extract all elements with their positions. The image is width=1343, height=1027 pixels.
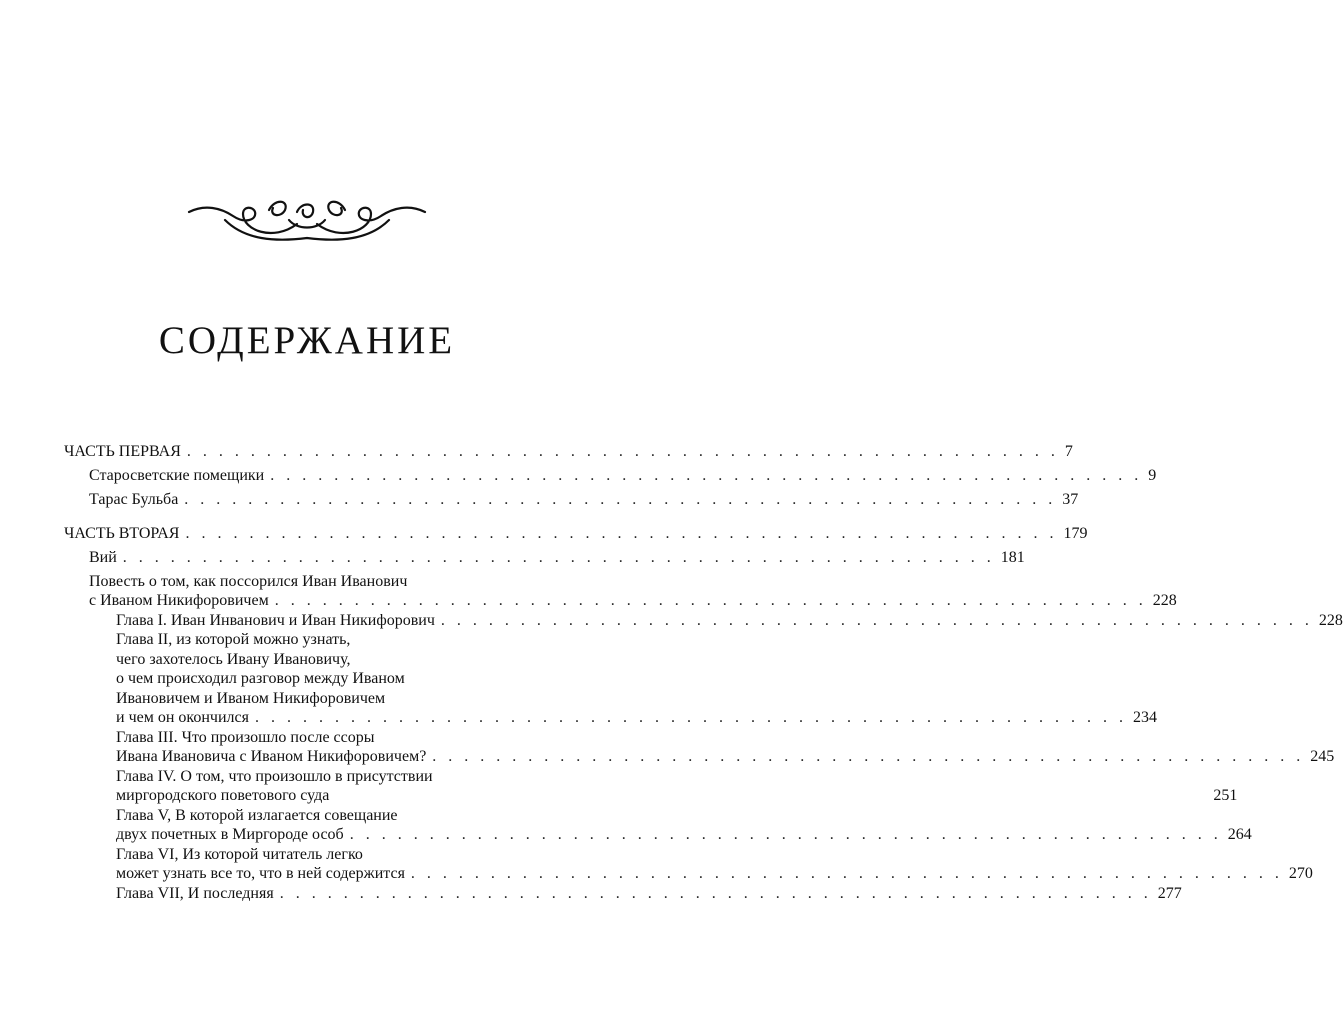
toc-entry-label: Тарас Бульба xyxy=(89,491,179,508)
dot-leader: . . . . . . . . . . . . . . . . . . . . . . . . . . . . . . . . . . . . . . . . . . . . . . . . . . . . . . . xyxy=(279,885,1152,902)
toc-entry-chapter[interactable] xyxy=(116,785,1238,807)
toc-page-number: 9 xyxy=(1148,467,1157,484)
toc-entry-chapter[interactable] xyxy=(116,883,1182,905)
dot-leader: . . . . . . . . . . . . . . . . . . . . . . . . . . . . . . . . . . . . . . . . . . . . . . . . . . . . . . . xyxy=(186,443,1059,460)
toc-entry-chapter[interactable] xyxy=(116,863,1313,885)
toc-entry-label: Вий xyxy=(89,549,117,566)
toc-entry-chapter[interactable] xyxy=(116,707,1157,729)
toc-page-number: 228 xyxy=(1152,592,1177,609)
toc-page-number: 245 xyxy=(1310,748,1335,765)
toc-entry-label: Ивановичем и Иваном Никифоровичем xyxy=(116,690,386,707)
dot-leader: . . . . . . . . . . . . . . . . . . . . . . . . . . . . . . . . . . . . . . . . . . . . . . . . . . . . . . . xyxy=(254,709,1127,726)
toc-entry-label: Ивана Ивановича с Иваном Никифоровичем? xyxy=(116,748,427,765)
page-title: СОДЕРЖАНИЕ xyxy=(158,319,456,362)
toc-entry-part2[interactable] xyxy=(64,523,1088,545)
toc-entry-label[interactable]: Глава III. Что произошло после ссоры xyxy=(116,729,375,746)
toc-entry-label: и чем он окончился xyxy=(116,709,249,726)
toc-page-number: 179 xyxy=(1063,525,1088,542)
toc-entry-label: ЧАСТЬ ПЕРВАЯ xyxy=(64,443,181,460)
toc-entry-label[interactable]: Глава II, из которой можно узнать, xyxy=(116,631,351,648)
toc-entry-story[interactable] xyxy=(89,465,1157,487)
dot-leader: . . . . . . . . . . . . . . . . . . . . . . . . . . . . . . . . . . . . . . . . . . . . . . . . . . . . . . . xyxy=(274,592,1147,609)
toc-entry-story[interactable] xyxy=(89,590,1177,612)
dot-leader: . . . . . . . . . . . . . . . . . . . . . . . . . . . . . . . . . . . . . . . . . . . . . . . . . . . . . . . xyxy=(270,467,1143,484)
toc-page-number: 234 xyxy=(1132,709,1157,726)
dot-leader: . . . . . . . . . . . . . . . . . . . . . . . . . . . . . . . . . . . . . . . . . . . . . . . . . . . . . . . xyxy=(349,826,1222,843)
toc-entry-label: Глава VII, И последняя xyxy=(116,885,274,902)
toc-page-number: 270 xyxy=(1288,865,1313,882)
toc-entry-label[interactable]: Глава VI, Из которой читатель легко xyxy=(116,846,363,863)
dot-leader: . . . . . . . . . . . . . . . . . . . . . . . . . . . . . . . . . . . . . . . . . . . . . . . . . . . . . . . xyxy=(184,491,1057,508)
toc-entry-label[interactable]: Повесть о том, как поссорился Иван Иванович xyxy=(89,573,408,590)
toc-entry-label: двух почетных в Миргороде особ xyxy=(116,826,344,843)
toc-page-number: 181 xyxy=(1000,549,1025,566)
toc-page-number: 277 xyxy=(1157,885,1182,902)
toc-entry-label: миргородского поветового суда xyxy=(116,787,330,804)
toc-entry-label[interactable]: Глава IV. О том, что произошло в присутствии xyxy=(116,768,433,785)
dot-leader: . . . . . . . . . . . . . . . . . . . . . . . . . . . . . . . . . . . . . . . . . . . . . . . . . . . . . . . xyxy=(410,865,1283,882)
dot-leader: . . . . . . . . . . . . . . . . . . . . . . . . . . . . . . . . . . . . . . . . . . . . . . . . . . . . . . . xyxy=(122,549,995,566)
toc-entry-label: Глава I. Иван Инванович и Иван Никифорович xyxy=(116,612,435,629)
toc-page-number: 251 xyxy=(1213,787,1238,804)
dot-leader: . . . . . . . . . . . . . . . . . . . . . . . . . . . . . . . . . . . . . . . . . . . . . . . . . . . . . . . xyxy=(432,748,1305,765)
toc-entry-label: чего захотелось Ивану Ивановичу, xyxy=(116,651,351,668)
toc-entry-label[interactable]: Глава V, В которой излагается совещание xyxy=(116,807,398,824)
dot-leader: . . . . . . . . . . . . . . . . . . . . . . . . . . . . . . . . . . . . . . . . . . . . . . . . . . . . . . . xyxy=(440,612,1313,629)
toc-entry-label: с Иваном Никифоровичем xyxy=(89,592,269,609)
toc-entry-label: о чем происходил разговор между Иваном xyxy=(116,670,405,687)
toc-entry-story[interactable] xyxy=(89,547,1025,569)
toc-entry-story[interactable] xyxy=(89,489,1079,511)
toc-entry-label: может узнать все то, что в ней содержится xyxy=(116,865,405,882)
toc-page-number: 228 xyxy=(1318,612,1343,629)
toc-entry-chapter[interactable] xyxy=(116,824,1252,846)
toc-page-number: 7 xyxy=(1064,443,1073,460)
toc-entry-label: Старосветские помещики xyxy=(89,467,265,484)
dot-leader: . . . . . . . . . . . . . . . . . . . . . . . . . . . . . . . . . . . . . . . . . . . . . . . . . . . . . . . xyxy=(185,525,1058,542)
toc-entry-chapter[interactable] xyxy=(116,746,1335,768)
toc-entry-part1[interactable] xyxy=(64,441,1073,463)
toc-page-number: 37 xyxy=(1062,491,1079,508)
toc-entry-label: ЧАСТЬ ВТОРАЯ xyxy=(64,525,180,542)
toc-page-number: 264 xyxy=(1227,826,1252,843)
